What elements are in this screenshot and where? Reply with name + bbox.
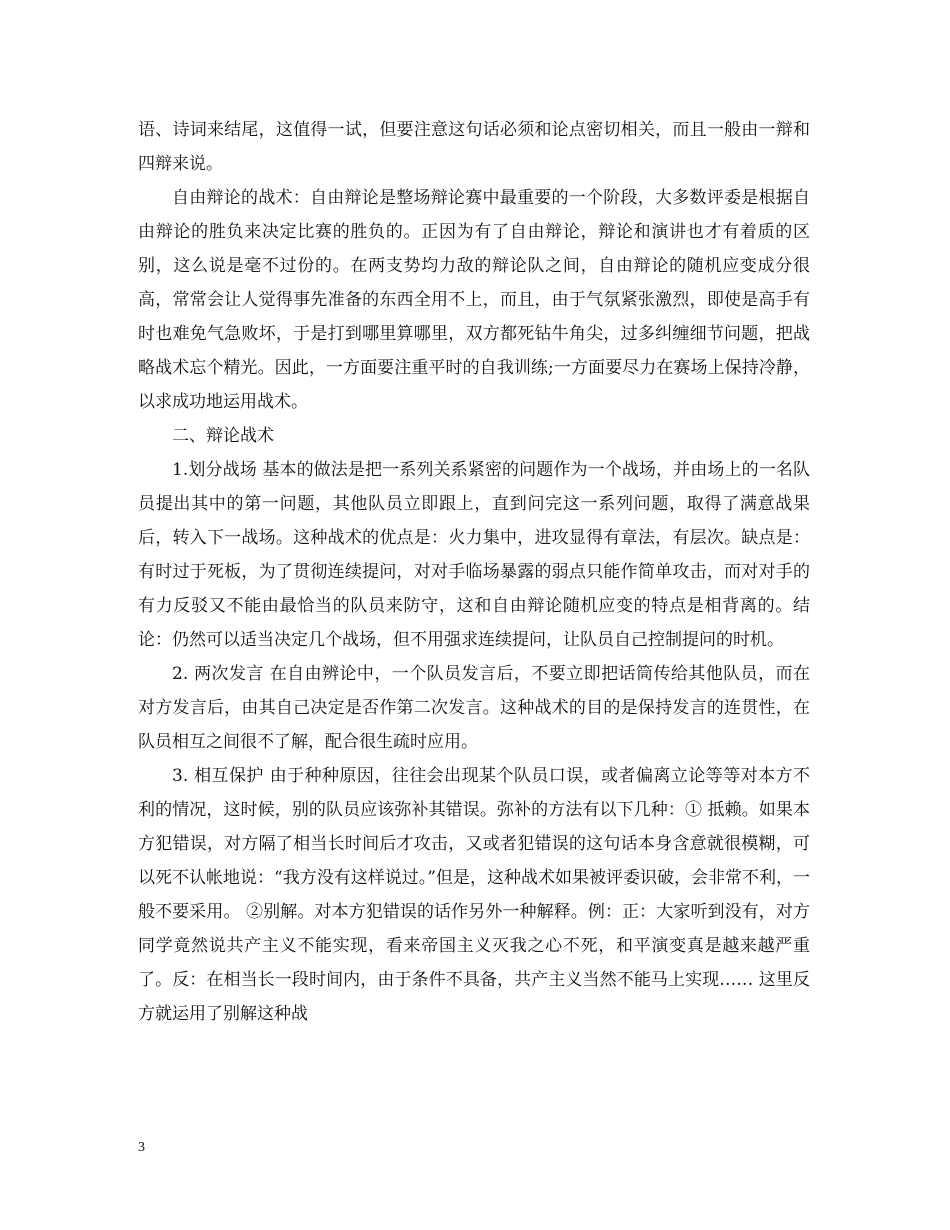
page-number: 3	[138, 1140, 145, 1155]
document-body	[138, 113, 810, 1031]
paragraph-4: 2. 两次发言 在自由辨论中，一个队员发言后，不要立即把话筒传给其他队员，而在对方发言后，由其自己决定是否作第二次发言。这种战术的目的是保持发言的连贯性，在队员相互之间很不了解，配合很生疏时应用。	[138, 664, 810, 752]
paragraph-2: 自由辩论的战术：自由辩论是整场辩论赛中最重要的一个阶段，大多数评委是根据自由辩论的胜负来决定比赛的胜负的。正因为有了自由辩论，辩论和演讲也才有着质的区别，这么说是毫不过份的。在两支势均力敌的辩论队之间，自由辩论的随机应变成分很高，常常会让人觉得事先准备的东西全用不上，而且，由于气氛紧张激烈，即使是高手有时也难免气急败坏，于是打到哪里算哪里，双方都死钻牛角尖，过多纠缠细节问题，把战略战术忘个精光。因此，一方面要注重平时的自我训练;一方面要尽力在赛场上保持冷静，以求成功地运用战术。	[138, 188, 810, 412]
section-heading: 二、辩论战术	[172, 426, 274, 446]
paragraph-5: 3. 相互保护 由于种种原因，往往会出现某个队员口误，或者偏离立论等等对本方不利的情况，这时候，别的队员应该弥补其错误。弥补的方法有以下几种：① 抵赖。如果本方犯错误，对方隔了相当长时间后才攻击，又或者犯错误的这句话本身含意就很模糊，可以死不认帐地说：“我方没有这样说过。”但是，这种战术如果被评委识破，会非常不利，一般不要采用。 ②别解。对本方犯错误的话作另外一种解释。例：正：大家听到没有，对方同学竟然说共产主义不能实现，看来帝国主义灭我之心不死，和平演变真是越来越严重了。反：在相当长一段时间内，由于条件不具备，共产主义当然不能马上实现…… 这里反方就运用了别解这种战	[138, 766, 810, 1024]
paragraph-3: 1.划分战场 基本的做法是把一系列关系紧密的问题作为一个战场，并由场上的一名队员提出其中的第一问题，其他队员立即跟上，直到问完这一系列问题，取得了满意战果后，转入下一战场。这种战术的优点是：火力集中，进攻显得有章法，有层次。缺点是：有时过于死板，为了贯彻连续提问，对对手临场暴露的弱点只能作简单攻击，而对对手的有力反驳又不能由最恰当的队员来防守，这和自由辩论随机应变的特点是相背离的。结论：仍然可以适当决定几个战场，但不用强求连续提问，让队员自己控制提问的时机。	[138, 460, 810, 650]
paragraph-1: 语、诗词来结尾，这值得一试，但要注意这句话必须和论点密切相关，而且一般由一辩和四辩来说。	[138, 120, 810, 174]
